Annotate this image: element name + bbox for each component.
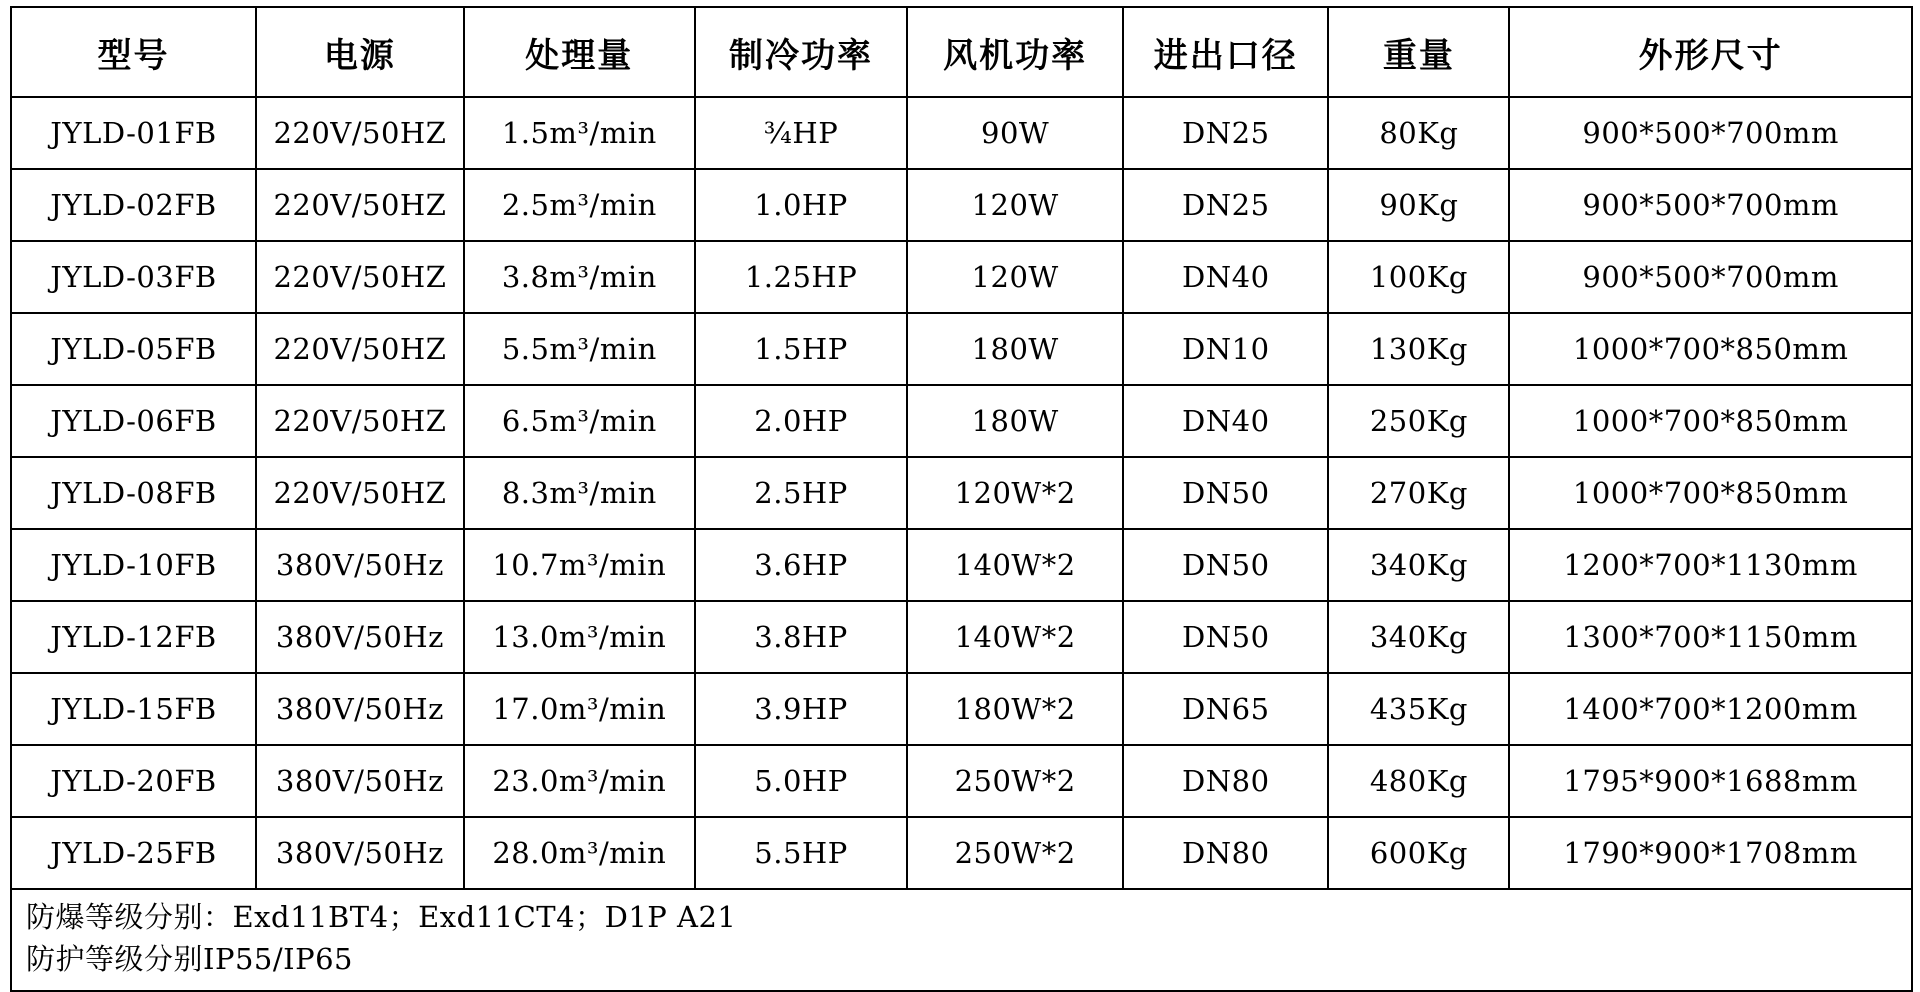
cell-power-supply: 380V/50Hz [256, 673, 464, 745]
cell-fan-power: 250W*2 [907, 817, 1123, 889]
cell-cooling-power: ¾HP [695, 97, 907, 169]
cell-dimensions: 900*500*700mm [1509, 169, 1912, 241]
cell-fan-power: 250W*2 [907, 745, 1123, 817]
column-header-cooling-power: 制冷功率 [695, 7, 907, 97]
cell-fan-power: 180W [907, 385, 1123, 457]
cell-cooling-power: 3.6HP [695, 529, 907, 601]
cell-power-supply: 220V/50HZ [256, 385, 464, 457]
cell-capacity: 13.0m³/min [464, 601, 695, 673]
cell-fan-power: 90W [907, 97, 1123, 169]
table-row [11, 817, 1912, 889]
cell-dimensions: 900*500*700mm [1509, 97, 1912, 169]
cell-fan-power: 120W [907, 169, 1123, 241]
note-protection-grade: 防护等级分别IP55/IP65 [26, 942, 354, 977]
cell-capacity: 8.3m³/min [464, 457, 695, 529]
cell-dimensions: 1000*700*850mm [1509, 313, 1912, 385]
cell-dimensions: 1000*700*850mm [1509, 385, 1912, 457]
table-header [11, 7, 1912, 97]
cell-capacity: 3.8m³/min [464, 241, 695, 313]
cell-cooling-power: 5.5HP [695, 817, 907, 889]
cell-power-supply: 220V/50HZ [256, 241, 464, 313]
cell-port-diameter: DN10 [1123, 313, 1328, 385]
cell-weight: 80Kg [1328, 97, 1509, 169]
cell-port-diameter: DN80 [1123, 817, 1328, 889]
cell-cooling-power: 1.5HP [695, 313, 907, 385]
cell-capacity: 1.5m³/min [464, 97, 695, 169]
cell-port-diameter: DN50 [1123, 601, 1328, 673]
cell-fan-power: 180W [907, 313, 1123, 385]
cell-weight: 250Kg [1328, 385, 1509, 457]
cell-power-supply: 220V/50HZ [256, 313, 464, 385]
cell-capacity: 23.0m³/min [464, 745, 695, 817]
cell-power-supply: 380V/50Hz [256, 601, 464, 673]
column-header-model: 型号 [11, 7, 256, 97]
cell-cooling-power: 2.5HP [695, 457, 907, 529]
cell-capacity: 28.0m³/min [464, 817, 695, 889]
table-row [11, 169, 1912, 241]
table-row [11, 241, 1912, 313]
cell-port-diameter: DN25 [1123, 97, 1328, 169]
cell-weight: 100Kg [1328, 241, 1509, 313]
cell-port-diameter: DN80 [1123, 745, 1328, 817]
cell-power-supply: 220V/50HZ [256, 169, 464, 241]
cell-model: JYLD-02FB [11, 169, 256, 241]
cell-model: JYLD-10FB [11, 529, 256, 601]
cell-model: JYLD-03FB [11, 241, 256, 313]
cell-cooling-power: 3.9HP [695, 673, 907, 745]
column-header-dimensions: 外形尺寸 [1509, 7, 1912, 97]
cell-model: JYLD-15FB [11, 673, 256, 745]
cell-model: JYLD-25FB [11, 817, 256, 889]
cell-model: JYLD-06FB [11, 385, 256, 457]
cell-dimensions: 1300*700*1150mm [1509, 601, 1912, 673]
cell-model: JYLD-05FB [11, 313, 256, 385]
cell-weight: 340Kg [1328, 529, 1509, 601]
notes-cell [11, 889, 1912, 991]
cell-weight: 600Kg [1328, 817, 1509, 889]
cell-fan-power: 140W*2 [907, 601, 1123, 673]
column-header-weight: 重量 [1328, 7, 1509, 97]
cell-model: JYLD-08FB [11, 457, 256, 529]
specification-table [10, 6, 1913, 992]
cell-power-supply: 380V/50Hz [256, 745, 464, 817]
table-body [11, 97, 1912, 991]
cell-fan-power: 180W*2 [907, 673, 1123, 745]
cell-weight: 435Kg [1328, 673, 1509, 745]
cell-cooling-power: 2.0HP [695, 385, 907, 457]
cell-capacity: 6.5m³/min [464, 385, 695, 457]
table-row [11, 529, 1912, 601]
cell-cooling-power: 3.8HP [695, 601, 907, 673]
cell-dimensions: 1790*900*1708mm [1509, 817, 1912, 889]
column-header-port-diameter: 进出口径 [1123, 7, 1328, 97]
cell-dimensions: 1200*700*1130mm [1509, 529, 1912, 601]
column-header-fan-power: 风机功率 [907, 7, 1123, 97]
cell-port-diameter: DN50 [1123, 457, 1328, 529]
cell-weight: 480Kg [1328, 745, 1509, 817]
table-row [11, 97, 1912, 169]
cell-capacity: 17.0m³/min [464, 673, 695, 745]
cell-dimensions: 1400*700*1200mm [1509, 673, 1912, 745]
cell-fan-power: 120W [907, 241, 1123, 313]
table-row [11, 457, 1912, 529]
table-row [11, 601, 1912, 673]
cell-fan-power: 120W*2 [907, 457, 1123, 529]
cell-capacity: 10.7m³/min [464, 529, 695, 601]
table-row [11, 385, 1912, 457]
cell-model: JYLD-12FB [11, 601, 256, 673]
cell-dimensions: 1000*700*850mm [1509, 457, 1912, 529]
cell-weight: 90Kg [1328, 169, 1509, 241]
table-notes-row [11, 889, 1912, 991]
cell-cooling-power: 1.25HP [695, 241, 907, 313]
cell-port-diameter: DN40 [1123, 241, 1328, 313]
table-header-row [11, 7, 1912, 97]
cell-power-supply: 380V/50Hz [256, 817, 464, 889]
cell-port-diameter: DN25 [1123, 169, 1328, 241]
cell-weight: 270Kg [1328, 457, 1509, 529]
cell-power-supply: 380V/50Hz [256, 529, 464, 601]
column-header-power-supply: 电源 [256, 7, 464, 97]
cell-port-diameter: DN65 [1123, 673, 1328, 745]
cell-dimensions: 1795*900*1688mm [1509, 745, 1912, 817]
cell-port-diameter: DN50 [1123, 529, 1328, 601]
cell-dimensions: 900*500*700mm [1509, 241, 1912, 313]
cell-power-supply: 220V/50HZ [256, 97, 464, 169]
cell-cooling-power: 5.0HP [695, 745, 907, 817]
table-row [11, 745, 1912, 817]
table-row [11, 673, 1912, 745]
cell-capacity: 5.5m³/min [464, 313, 695, 385]
cell-model: JYLD-20FB [11, 745, 256, 817]
cell-fan-power: 140W*2 [907, 529, 1123, 601]
cell-weight: 340Kg [1328, 601, 1509, 673]
cell-weight: 130Kg [1328, 313, 1509, 385]
note-explosion-proof-grade: 防爆等级分别：Exd11BT4；Exd11CT4；D1P A21 [26, 900, 737, 934]
cell-capacity: 2.5m³/min [464, 169, 695, 241]
cell-power-supply: 220V/50HZ [256, 457, 464, 529]
cell-cooling-power: 1.0HP [695, 169, 907, 241]
table-row [11, 313, 1912, 385]
cell-port-diameter: DN40 [1123, 385, 1328, 457]
cell-model: JYLD-01FB [11, 97, 256, 169]
column-header-capacity: 处理量 [464, 7, 695, 97]
